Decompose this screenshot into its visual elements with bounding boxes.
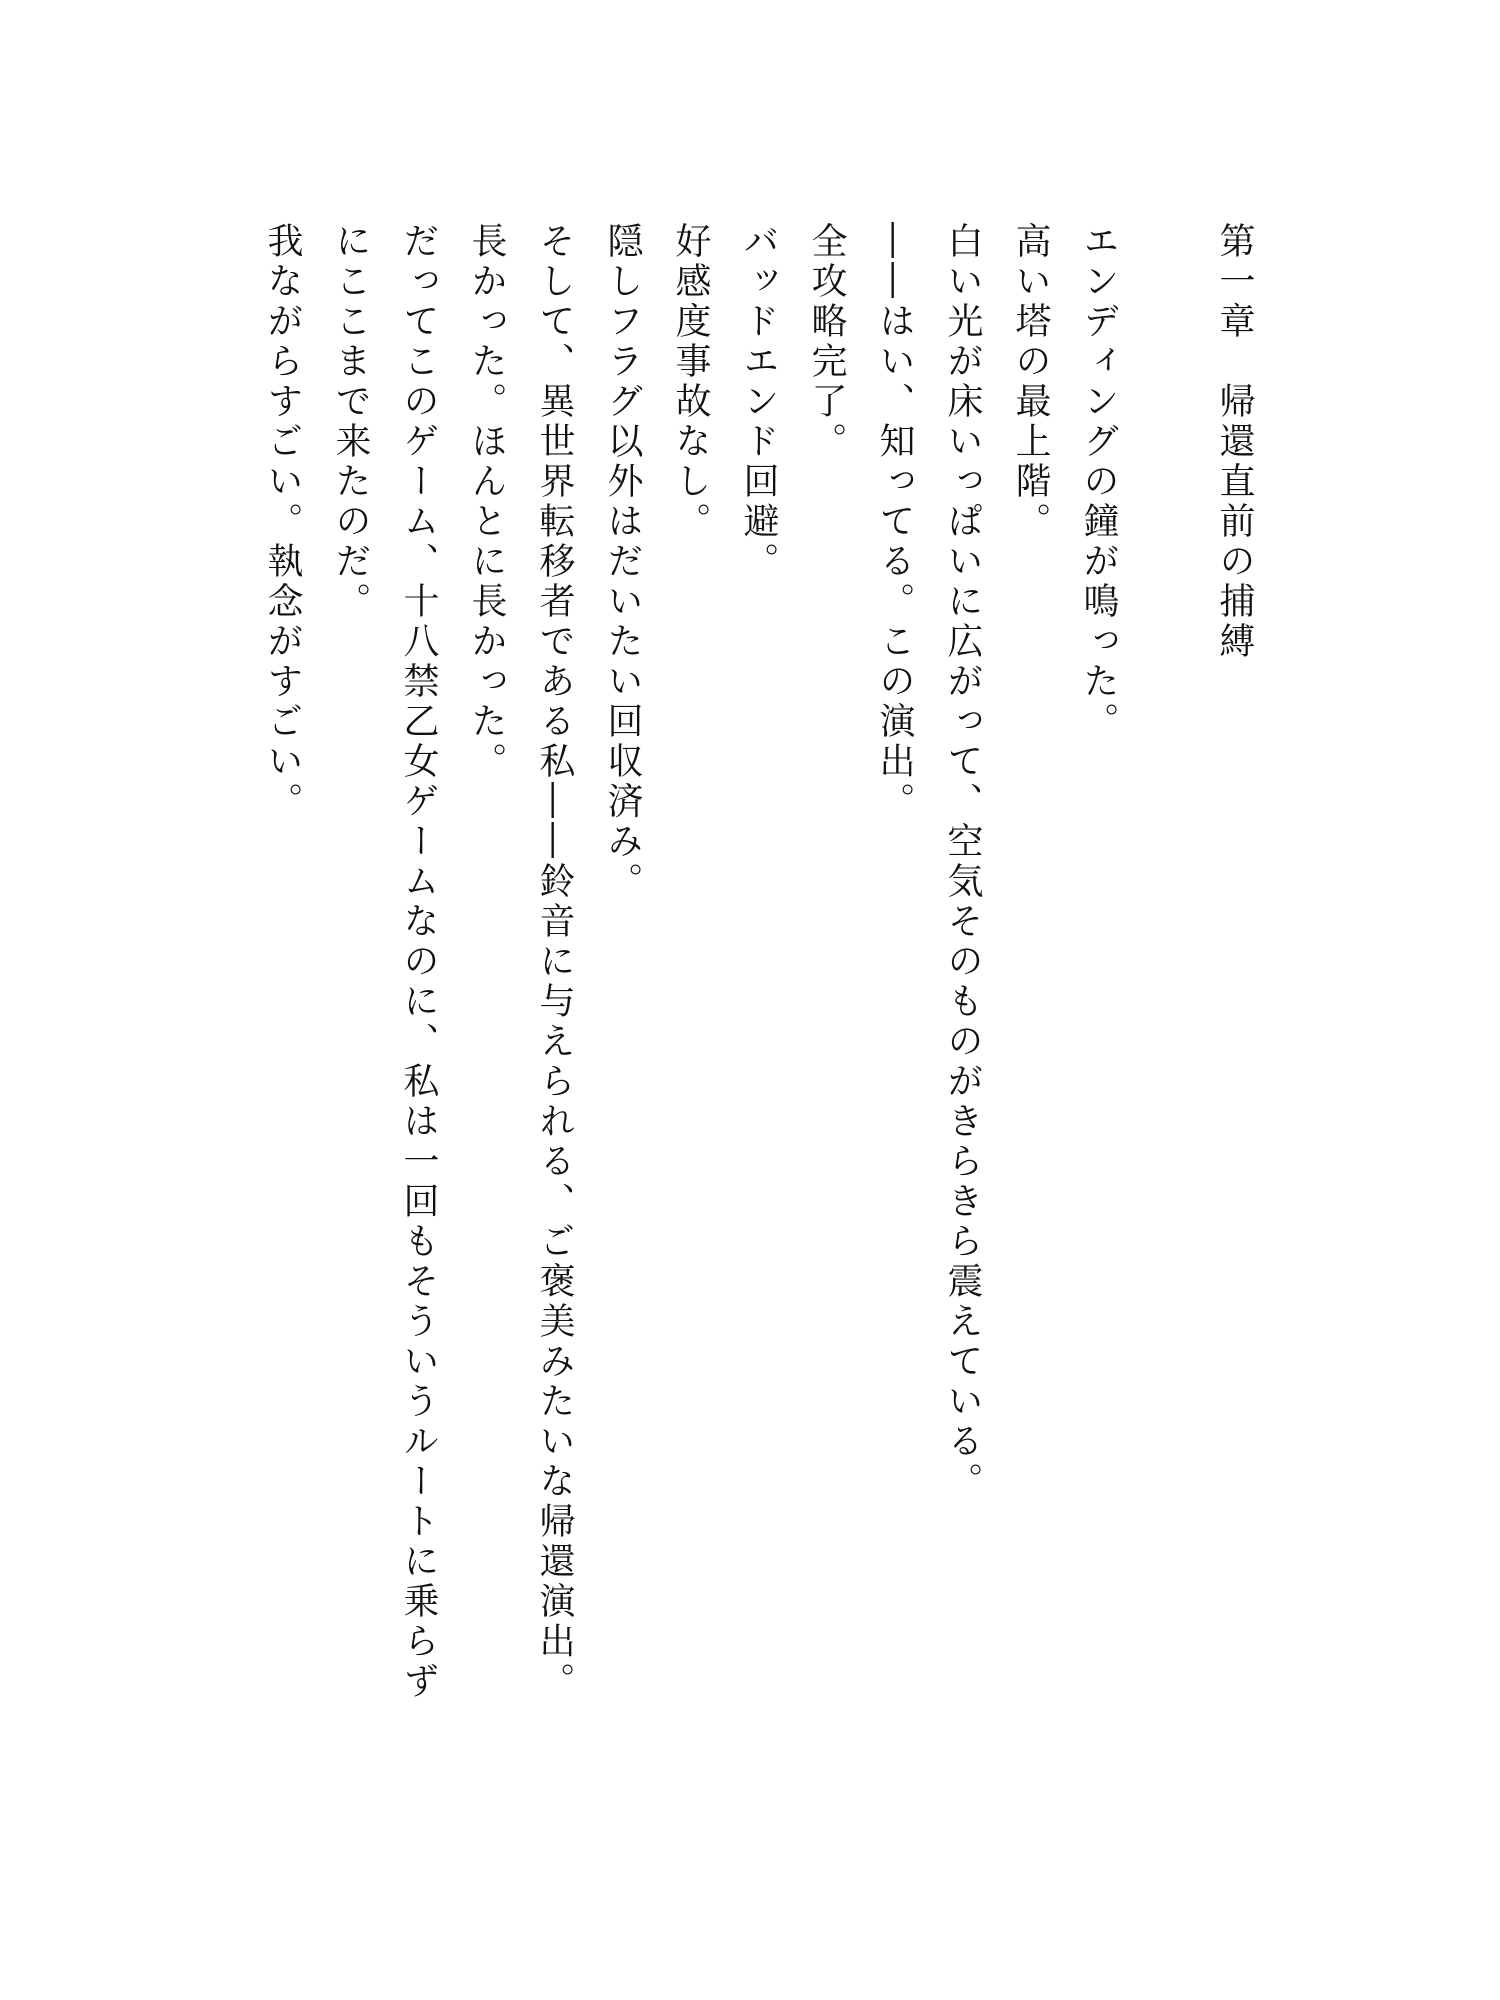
paragraph: エンディングの鐘が鳴った。 — [1078, 222, 1119, 742]
paragraph: 好感度事故なし。 — [670, 222, 711, 542]
paragraph: 長かった。ほんとに長かった。 — [466, 222, 507, 782]
paragraph: ――はい、知ってる。この演出。 — [874, 222, 915, 822]
paragraph: そして、異世界転移者である私――鈴音に与えられる、ご褒美みたいな帰還演出。 — [534, 222, 575, 1702]
vertical-text-body — [248, 222, 1268, 1722]
paragraph: バッドエンド回避。 — [738, 222, 779, 582]
paragraph: 高い塔の最上階。 — [1010, 222, 1051, 542]
paragraph: だってこのゲーム、十八禁乙女ゲームなのに、私は一回もそういうルートに乗らずにここまで来たのだ。 — [330, 222, 439, 1702]
paragraph: 白い光が床いっぱいに広がって、空気そのものがきらきら震えている。 — [942, 222, 983, 1502]
paragraph: 全攻略完了。 — [806, 222, 847, 462]
chapter-title: 第一章 帰還直前の捕縛 — [1214, 222, 1255, 662]
paragraph: 我ながらすごい。執念がすごい。 — [262, 222, 303, 822]
paragraph: 隠しフラグ以外はだいたい回収済み。 — [602, 222, 643, 902]
